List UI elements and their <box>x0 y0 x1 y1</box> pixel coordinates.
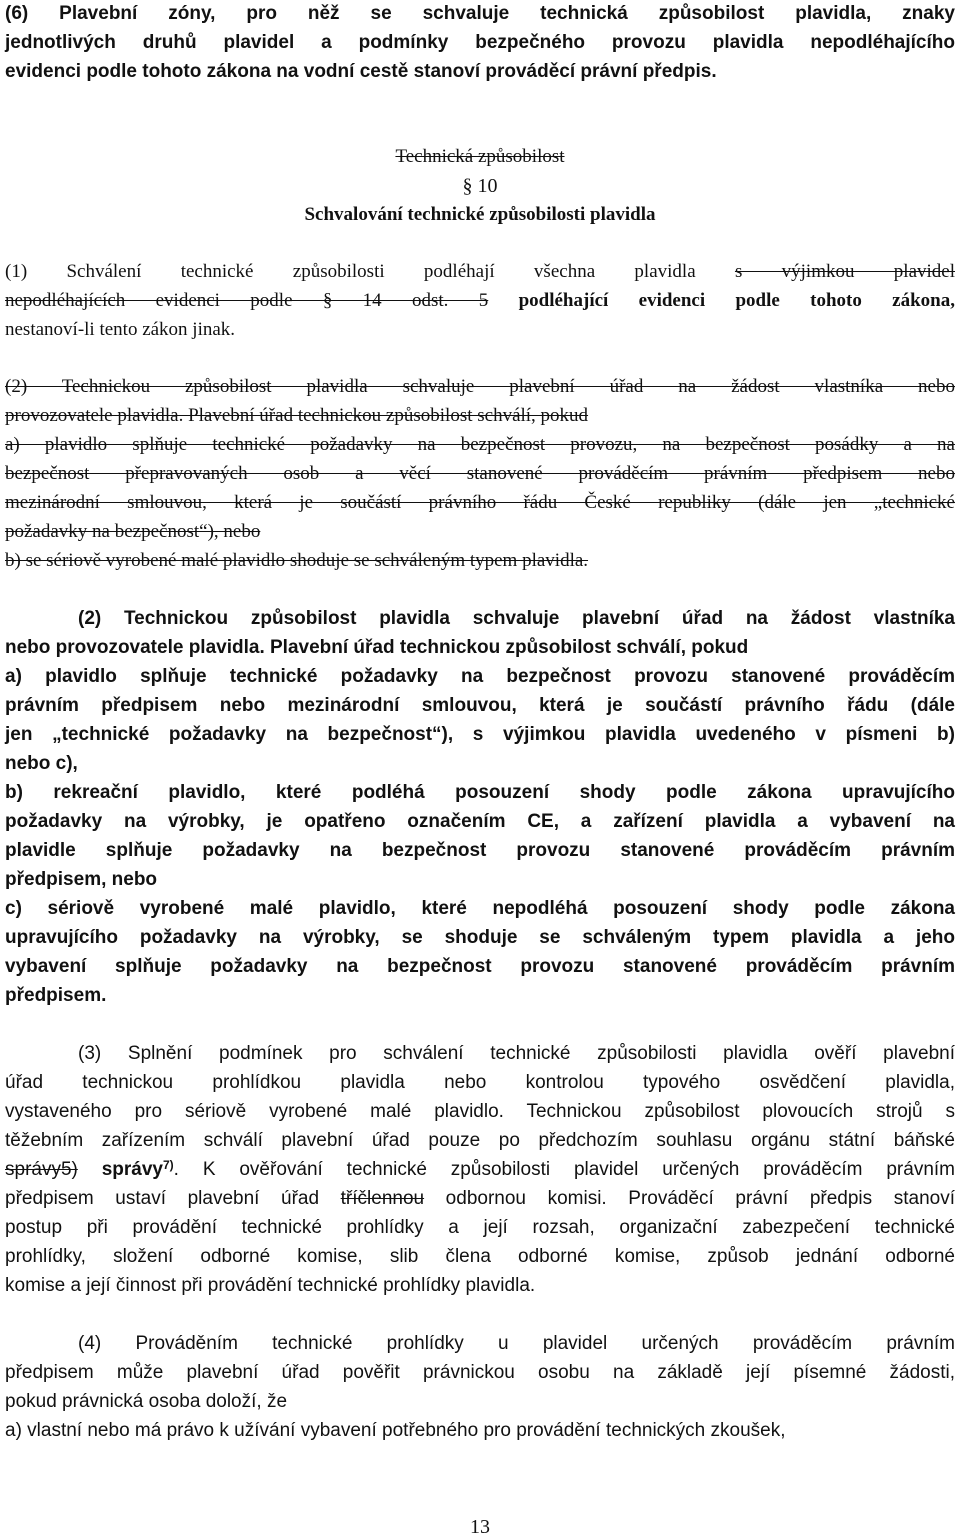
new-paragraph-2-line: nebo c), <box>5 753 78 774</box>
old-paragraph-2-line: a) plavidlo splňuje technické požadavky na bezpečnost provozu, na bezpečnost posádky a na <box>5 434 955 455</box>
paragraph-6-line: jednotlivých druhů plavidel a podmínky bezpečného provozu plavidla nepodléhajícího <box>5 32 955 53</box>
paragraph-4-line: pokud právnická osoba doloží, že <box>5 1391 288 1412</box>
new-paragraph-2-line: vybavení splňuje požadavky na bezpečnost provozu stanovené prováděcím právním <box>5 956 955 977</box>
paragraph-3-line: těžebním zařízením schválí plavební úřad pouze po předchozím souhlasu orgánu státní báňské <box>5 1130 955 1151</box>
paragraph-6-line: (6) Plavební zóny, pro něž se schvaluje technická způsobilost plavidla, znaky <box>5 3 955 24</box>
paragraph-1-line: nepodléhajících evidenci podle § 14 odst. 5 podléhající evidenci podle tohoto zákona, <box>5 290 955 311</box>
paragraph-3-line: úřad technickou prohlídkou plavidla nebo kontrolou typového osvědčení plavidla, <box>5 1072 955 1093</box>
old-heading: Technická způsobilost <box>395 146 565 167</box>
new-paragraph-2-line: c) sériově vyrobené malé plavidlo, které nepodléhá posouzení shody podle zákona <box>5 898 955 919</box>
paragraph-4-line: předpisem může plavební úřad pověřit právnickou osobu na základě její písemné žádosti, <box>5 1362 955 1383</box>
new-paragraph-2-line: (2) Technickou způsobilost plavidla schvaluje plavební úřad na žádost vlastníka <box>78 608 955 629</box>
paragraph-6-line: evidenci podle tohoto zákona na vodní cestě stanoví prováděcí právní předpis. <box>5 61 717 82</box>
paragraph-1-line: (1) Schválení technické způsobilosti podléhají všechna plavidla s výjimkou plavidel <box>5 261 955 282</box>
old-paragraph-2-line: (2) Technickou způsobilost plavidla schvaluje plavební úřad na žádost vlastníka nebo <box>5 376 955 397</box>
page-number: 13 <box>470 1516 490 1538</box>
paragraph-4-line: a) vlastní nebo má právo k užívání vybavení potřebného pro provádění technických zkoušek, <box>5 1420 786 1441</box>
new-paragraph-2-line: jen „technické požadavky na bezpečnost“), s výjimkou plavidla uvedeného v písmeni b) <box>5 724 955 745</box>
paragraph-3-line: vystaveného pro sériově vyrobené malé plavidlo. Technickou způsobilost plovoucích strojů s <box>5 1101 955 1122</box>
section-title: Schvalování technické způsobilosti plavidla <box>304 204 656 225</box>
old-paragraph-2-line: b) se sériově vyrobené malé plavidlo shoduje se schváleným typem plavidla. <box>5 550 589 571</box>
section-number: § 10 <box>462 175 498 197</box>
paragraph-3-line: správy5) správy$^{7)}$. K ověřování technické způsobilosti plavidel určených prováděcím právním <box>5 1158 955 1180</box>
new-paragraph-2-line: nebo provozovatele plavidla. Plavební úřad technickou způsobilost schválí, pokud <box>5 637 749 658</box>
new-paragraph-2-line: právním předpisem nebo mezinárodní smlouvou, která je součástí právního řádu (dále <box>5 695 955 716</box>
paragraph-4-line: (4) Prováděním technické prohlídky u plavidel určených prováděcím právním <box>78 1333 955 1354</box>
new-paragraph-2-line: plavidle splňuje požadavky na bezpečnost provozu stanovené prováděcím právním <box>5 840 955 861</box>
old-paragraph-2-line: bezpečnost přepravovaných osob a věcí stanovené prováděcím právním předpisem nebo <box>5 463 955 484</box>
new-paragraph-2-line: požadavky na výrobky, je opatřeno označením CE, a zařízení plavidla a vybavení na <box>5 811 955 832</box>
paragraph-1-line: nestanoví-li tento zákon jinak. <box>5 319 236 340</box>
paragraph-3-line: předpisem ustaví plavební úřad tříčlennou odbornou komisi. Prováděcí právní předpis stanoví <box>5 1188 955 1209</box>
old-paragraph-2-line: provozovatele plavidla. Plavební úřad technickou způsobilost schválí, pokud <box>5 405 589 426</box>
new-paragraph-2-line: a) plavidlo splňuje technické požadavky na bezpečnost provozu stanovené prováděcím <box>5 666 955 687</box>
new-paragraph-2-line: upravujícího požadavky na výrobky, se shoduje se schváleným typem plavidla a jeho <box>5 927 955 948</box>
new-paragraph-2-line: b) rekreační plavidlo, které podléhá posouzení shody podle zákona upravujícího <box>5 782 955 803</box>
paragraph-3-line: prohlídky, složení odborné komise, slib člena odborné komise, způsob jednání odborné <box>5 1246 955 1267</box>
new-paragraph-2-line: předpisem. <box>5 985 107 1006</box>
old-paragraph-2-line: mezinárodní smlouvou, která je součástí právního řádu České republiky (dále jen „technické <box>5 492 955 513</box>
paragraph-3-line: postup při provádění technické prohlídky a její rozsah, organizační zabezpečení technické <box>5 1217 955 1238</box>
new-paragraph-2-line: předpisem, nebo <box>5 869 158 890</box>
old-paragraph-2-line: požadavky na bezpečnost“), nebo <box>5 521 261 542</box>
paragraph-3-line: komise a její činnost při provádění technické prohlídky plavidla. <box>5 1275 536 1296</box>
paragraph-3-line: (3) Splnění podmínek pro schválení technické způsobilosti plavidla ověří plavební <box>78 1043 955 1064</box>
